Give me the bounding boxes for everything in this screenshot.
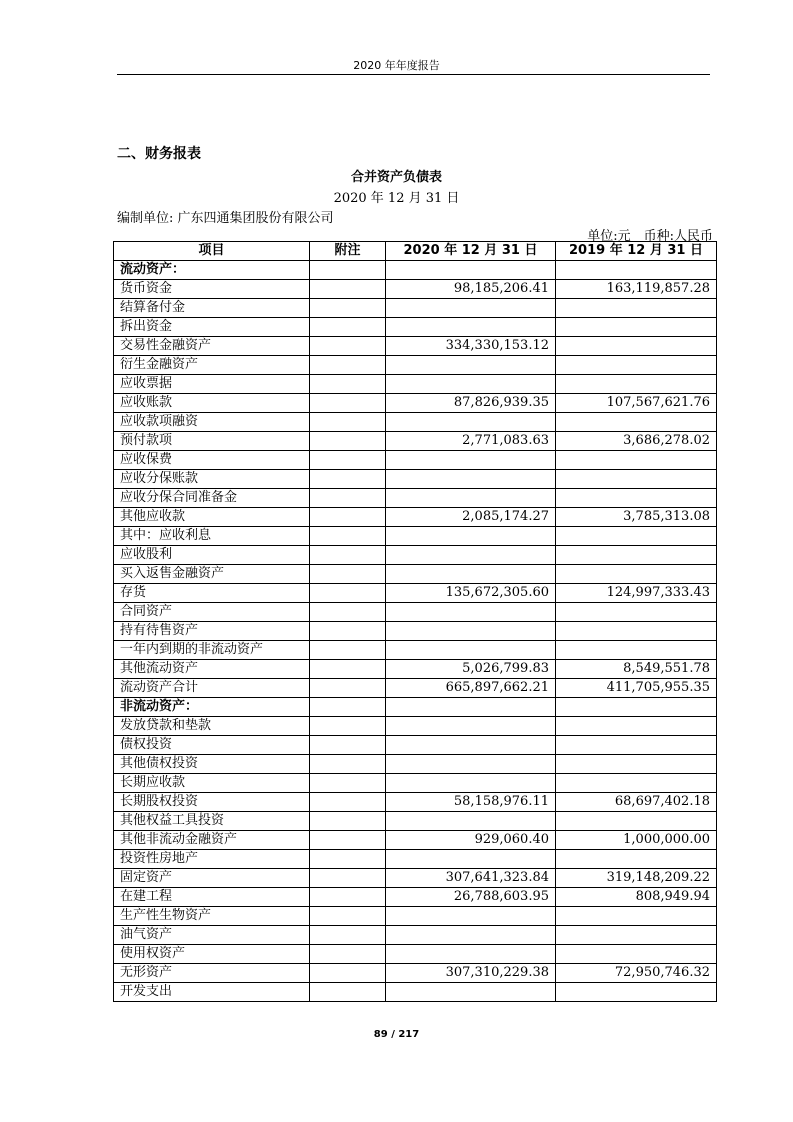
row-note [310,850,386,869]
row-value-2020 [386,299,556,318]
row-value-2019: 1,000,000.00 [556,831,717,850]
row-note [310,280,386,299]
row-value-2020: 2,771,083.63 [386,432,556,451]
row-value-2019 [556,451,717,470]
table-row [114,736,717,755]
row-label: 货币资金 [114,280,310,299]
row-note [310,679,386,698]
row-label: 开发支出 [114,983,310,1002]
row-label: 生产性生物资产 [114,907,310,926]
row-note [310,318,386,337]
column-header-note: 附注 [310,242,386,261]
table-row [114,375,717,394]
row-value-2019 [556,356,717,375]
row-value-2020: 665,897,662.21 [386,679,556,698]
table-row [114,356,717,375]
row-note [310,983,386,1002]
row-value-2019 [556,983,717,1002]
row-value-2019 [556,698,717,717]
preparing-entity: 编制单位: 广东四通集团股份有限公司 [117,211,334,226]
row-value-2020 [386,261,556,280]
row-note [310,622,386,641]
row-value-2020 [386,850,556,869]
row-value-2019 [556,546,717,565]
row-note [310,508,386,527]
row-note [310,793,386,812]
row-value-2020 [386,698,556,717]
row-value-2020 [386,641,556,660]
row-label: 合同资产 [114,603,310,622]
table-row [114,812,717,831]
table-category-row [114,698,717,717]
currency-unit: 单位:元 币种:人民币 [587,229,713,244]
row-note [310,755,386,774]
table-row [114,641,717,660]
row-label: 债权投资 [114,736,310,755]
table-row [114,546,717,565]
row-value-2020: 58,158,976.11 [386,793,556,812]
column-header-2019: 2019 年 12 月 31 日 [556,242,717,261]
row-value-2020 [386,451,556,470]
row-value-2019 [556,622,717,641]
row-note [310,888,386,907]
row-value-2019 [556,318,717,337]
row-label: 预付款项 [114,432,310,451]
row-label: 投资性房地产 [114,850,310,869]
row-value-2020: 87,826,939.35 [386,394,556,413]
row-note [310,736,386,755]
row-label: 其他权益工具投资 [114,812,310,831]
table-row [114,679,717,698]
header-divider [117,74,710,75]
row-value-2020: 334,330,153.12 [386,337,556,356]
row-value-2020: 307,310,229.38 [386,964,556,983]
row-label: 应收股利 [114,546,310,565]
row-note [310,926,386,945]
row-value-2019 [556,926,717,945]
table-row [114,755,717,774]
row-note [310,299,386,318]
table-row [114,603,717,622]
column-header-item: 项目 [114,242,310,261]
row-value-2019 [556,565,717,584]
table-row [114,831,717,850]
table-row [114,489,717,508]
table-row [114,394,717,413]
section-heading: 二、财务报表 [117,146,201,162]
row-label: 在建工程 [114,888,310,907]
row-note [310,356,386,375]
row-value-2019 [556,527,717,546]
row-label: 其中：应收利息 [114,527,310,546]
row-note [310,470,386,489]
row-label: 其他非流动金融资产 [114,831,310,850]
row-label: 流动资产： [114,261,310,280]
row-value-2019: 3,686,278.02 [556,432,717,451]
row-note [310,337,386,356]
table-body [114,261,717,1002]
table-row [114,660,717,679]
row-value-2019 [556,812,717,831]
row-label: 非流动资产： [114,698,310,717]
row-value-2019 [556,755,717,774]
row-label: 发放贷款和垫款 [114,717,310,736]
table-row [114,774,717,793]
statement-date: 2020 年 12 月 31 日 [333,191,460,206]
table-row [114,318,717,337]
row-value-2020 [386,736,556,755]
row-note [310,546,386,565]
row-note [310,907,386,926]
row-value-2020 [386,413,556,432]
row-value-2020 [386,926,556,945]
table-row [114,717,717,736]
row-value-2020 [386,318,556,337]
table-row [114,337,717,356]
row-value-2020 [386,470,556,489]
row-label: 应收分保合同准备金 [114,489,310,508]
row-value-2020 [386,774,556,793]
row-value-2019: 107,567,621.76 [556,394,717,413]
row-note [310,432,386,451]
row-label: 应收票据 [114,375,310,394]
row-value-2020: 307,641,323.84 [386,869,556,888]
table-row [114,565,717,584]
row-value-2019: 808,949.94 [556,888,717,907]
row-value-2019 [556,489,717,508]
row-note [310,869,386,888]
column-header-2020: 2020 年 12 月 31 日 [386,242,556,261]
row-value-2019: 411,705,955.35 [556,679,717,698]
row-value-2020: 929,060.40 [386,831,556,850]
balance-sheet-table [113,241,717,1002]
row-value-2019 [556,413,717,432]
row-value-2020 [386,375,556,394]
row-note [310,831,386,850]
row-value-2019: 3,785,313.08 [556,508,717,527]
row-value-2019: 72,950,746.32 [556,964,717,983]
row-note [310,641,386,660]
table-row [114,907,717,926]
table-row [114,850,717,869]
row-label: 交易性金融资产 [114,337,310,356]
row-label: 应收款项融资 [114,413,310,432]
table-category-row [114,261,717,280]
row-value-2020: 98,185,206.41 [386,280,556,299]
table-row [114,926,717,945]
row-label: 其他应收款 [114,508,310,527]
row-value-2019 [556,299,717,318]
row-label: 长期应收款 [114,774,310,793]
row-value-2019 [556,774,717,793]
row-label: 应收保费 [114,451,310,470]
row-value-2020 [386,565,556,584]
row-label: 长期股权投资 [114,793,310,812]
table-row [114,869,717,888]
table-row [114,888,717,907]
row-label: 存货 [114,584,310,603]
row-note [310,698,386,717]
page-number: 89 / 217 [373,1029,420,1040]
row-label: 拆出资金 [114,318,310,337]
row-value-2019 [556,375,717,394]
row-value-2019 [556,736,717,755]
row-label: 应收分保账款 [114,470,310,489]
row-value-2020: 5,026,799.83 [386,660,556,679]
row-note [310,413,386,432]
row-note [310,812,386,831]
row-note [310,527,386,546]
row-value-2020 [386,622,556,641]
row-note [310,603,386,622]
table-row [114,470,717,489]
row-note [310,945,386,964]
table-row [114,451,717,470]
statement-title: 合并资产负债表 [350,170,442,185]
row-note [310,774,386,793]
row-value-2020 [386,489,556,508]
row-value-2020 [386,527,556,546]
row-value-2019 [556,717,717,736]
row-note [310,584,386,603]
table-row [114,964,717,983]
table-row [114,622,717,641]
table-header-row [114,242,717,261]
table-row [114,793,717,812]
table-row [114,945,717,964]
table-row [114,280,717,299]
row-note [310,565,386,584]
table-row [114,299,717,318]
row-label: 应收账款 [114,394,310,413]
row-label: 固定资产 [114,869,310,888]
row-label: 其他债权投资 [114,755,310,774]
row-value-2019: 319,148,209.22 [556,869,717,888]
row-note [310,489,386,508]
table-row [114,413,717,432]
row-value-2020 [386,546,556,565]
row-value-2020 [386,717,556,736]
row-value-2020 [386,356,556,375]
row-value-2019 [556,850,717,869]
table-row [114,508,717,527]
row-value-2020: 135,672,305.60 [386,584,556,603]
table-row [114,432,717,451]
row-value-2019 [556,470,717,489]
row-label: 无形资产 [114,964,310,983]
row-label: 持有待售资产 [114,622,310,641]
row-label: 使用权资产 [114,945,310,964]
report-header-title: 2020 年年度报告 [353,59,440,72]
row-note [310,660,386,679]
row-value-2019: 163,119,857.28 [556,280,717,299]
row-note [310,964,386,983]
row-value-2019 [556,641,717,660]
row-label: 买入返售金融资产 [114,565,310,584]
table-row [114,527,717,546]
row-value-2020: 2,085,174.27 [386,508,556,527]
table-row [114,983,717,1002]
row-value-2019 [556,907,717,926]
table-row [114,584,717,603]
row-value-2020 [386,812,556,831]
row-value-2019 [556,945,717,964]
row-label: 油气资产 [114,926,310,945]
row-value-2020 [386,907,556,926]
row-note [310,375,386,394]
row-note [310,394,386,413]
row-label: 结算备付金 [114,299,310,318]
row-value-2020 [386,983,556,1002]
row-label: 一年内到期的非流动资产 [114,641,310,660]
row-label: 其他流动资产 [114,660,310,679]
row-value-2019 [556,603,717,622]
row-label: 衍生金融资产 [114,356,310,375]
row-label: 流动资产合计 [114,679,310,698]
row-value-2020 [386,603,556,622]
row-value-2019 [556,261,717,280]
row-note [310,717,386,736]
row-value-2020 [386,945,556,964]
row-value-2019: 68,697,402.18 [556,793,717,812]
row-value-2020: 26,788,603.95 [386,888,556,907]
row-value-2019 [556,337,717,356]
row-note [310,261,386,280]
row-value-2020 [386,755,556,774]
row-value-2019: 8,549,551.78 [556,660,717,679]
row-value-2019: 124,997,333.43 [556,584,717,603]
row-note [310,451,386,470]
